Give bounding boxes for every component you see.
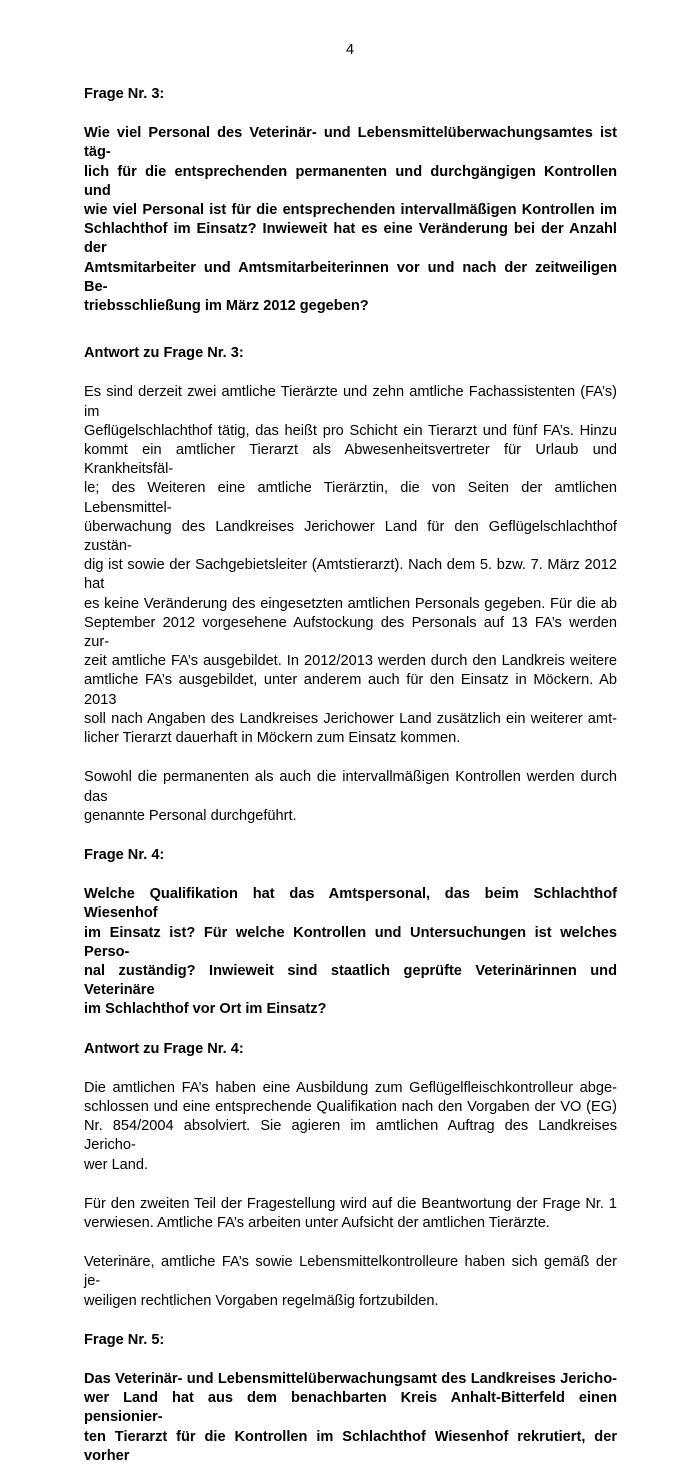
antwort-3-paragraph-2	[84, 768, 617, 826]
antwort-3-line: Es sind derzeit zwei amtliche Tierärzte und zehn amtliche Fachassistenten (FA’s) im	[84, 384, 617, 420]
page-number: 4	[345, 42, 355, 58]
antwort-4-line: verwiesen. Amtliche FA’s arbeiten unter Aufsicht der amtlichen Tierärzte.	[84, 1214, 550, 1231]
antwort-3-heading: Antwort zu Frage Nr. 3:	[84, 345, 244, 362]
antwort-3-line: September 2012 vorgesehene Aufstockung des Personals auf 13 FA’s werden zur-	[84, 614, 617, 651]
antwort-3-line: zeit amtliche FA’s ausgebildet. In 2012/2013 werden durch den Landkreis weitere	[84, 653, 617, 670]
antwort-3-paragraph-1	[84, 383, 617, 748]
antwort-4-paragraph-3	[84, 1253, 617, 1311]
frage-5-heading: Frage Nr. 5:	[84, 1331, 165, 1348]
frage-5-line: Das Veterinär- und Lebensmittelüberwachungsamt des Landkreises Jericho-	[84, 1370, 617, 1387]
document-body	[84, 85, 617, 1466]
frage-3-line: triebsschließung im März 2012 gegeben?	[84, 298, 369, 315]
frage-4-question	[84, 885, 617, 1019]
antwort-3-line: soll nach Angaben des Landkreises Jerichower Land zusätzlich ein weiterer amt-	[84, 710, 617, 727]
antwort-3-line: le; des Weiteren eine amtliche Tierärztin, die von Seiten der amtlichen Lebensmittel-	[84, 480, 617, 516]
frage-3-line: Wie viel Personal des Veterinär- und Lebensmittelüberwachungsamtes ist täg-	[84, 125, 617, 161]
antwort-4-heading: Antwort zu Frage Nr. 4:	[84, 1040, 244, 1057]
frage-3-line: lich für die entsprechenden permanenten und durchgängigen Kontrollen und	[84, 163, 617, 199]
frage-4-line: nal zuständig? Inwieweit sind staatlich geprüfte Veterinärinnen und Veterinäre	[84, 962, 617, 999]
frage-4-line: Welche Qualifikation hat das Amtspersonal, das beim Schlachthof Wiesenhof	[84, 886, 617, 922]
antwort-4-line: weiligen rechtlichen Vorgaben regelmäßig fortzubilden.	[84, 1292, 439, 1309]
frage-3-question	[84, 124, 617, 316]
antwort-3-line: amtliche FA’s ausgebildet, unter anderem auch für den Einsatz in Möckern. Ab 2013	[84, 672, 617, 708]
frage-4-line: im Einsatz ist? Für welche Kontrollen und Untersuchungen ist welches Perso-	[84, 924, 617, 960]
antwort-4-line: Nr. 854/2004 absolviert. Sie agieren im amtlichen Auftrag des Landkreises Jericho-	[84, 1118, 617, 1154]
antwort-4-line: Für den zweiten Teil der Fragestellung wird auf die Beantwortung der Frage Nr. 1	[84, 1195, 617, 1212]
frage-3-line: Amtsmitarbeiter und Amtsmitarbeiterinnen vor und nach der zeitweiligen Be-	[84, 259, 617, 295]
antwort-3-line: Geflügelschlachthof tätig, das heißt pro Schicht ein Tierarzt und fünf FA’s. Hinzu	[84, 422, 617, 439]
antwort-4-line: schlossen und eine entsprechende Qualifikation nach den Vorgaben der VO (EG)	[84, 1098, 617, 1115]
antwort-4-paragraph-1	[84, 1079, 617, 1175]
frage-3-heading: Frage Nr. 3:	[84, 86, 165, 102]
frage-5-question	[84, 1370, 617, 1466]
antwort-3-line: dig ist sowie der Sachgebietsleiter (Amtstierarzt). Nach dem 5. bzw. 7. März 2012 hat	[84, 557, 617, 593]
frage-5-line: wer Land hat aus dem benachbarten Kreis Anhalt-Bitterfeld einen pensionier-	[84, 1390, 617, 1426]
antwort-4-paragraph-2	[84, 1195, 617, 1233]
antwort-3-line: licher Tierarzt dauerhaft in Möckern zum Einsatz kommen.	[84, 730, 461, 747]
antwort-3-line: kommt ein amtlicher Tierarzt als Abwesenheitsvertreter für Urlaub und Krankheitsfäl-	[84, 442, 617, 478]
antwort-3-line: es keine Veränderung des eingesetzten amtlichen Personals gegeben. Für die ab	[84, 595, 617, 612]
frage-5-line: ten Tierarzt für die Kontrollen im Schlachthof Wiesenhof rekrutiert, der vorher	[84, 1428, 617, 1464]
frage-3-line: Schlachthof im Einsatz? Inwieweit hat es eine Veränderung bei der Anzahl der	[84, 221, 617, 257]
antwort-3-line: überwachung des Landkreises Jerichower Land für den Geflügelschlachthof zustän-	[84, 518, 617, 555]
antwort-4-line: Veterinäre, amtliche FA’s sowie Lebensmittelkontrolleure haben sich gemäß der je-	[84, 1254, 617, 1290]
antwort-4-line: wer Land.	[84, 1156, 149, 1173]
frage-4-heading: Frage Nr. 4:	[84, 846, 165, 863]
frage-4-line: im Schlachthof vor Ort im Einsatz?	[84, 1001, 327, 1018]
antwort-4-line: Die amtlichen FA’s haben eine Ausbildung zum Geflügelfleischkontrolleur abge-	[84, 1079, 617, 1096]
frage-3-line: wie viel Personal ist für die entsprechenden intervallmäßigen Kontrollen im	[84, 202, 617, 219]
antwort-3-line: genannte Personal durchgeführt.	[84, 807, 297, 824]
antwort-3-line: Sowohl die permanenten als auch die intervallmäßigen Kontrollen werden durch das	[84, 769, 617, 805]
